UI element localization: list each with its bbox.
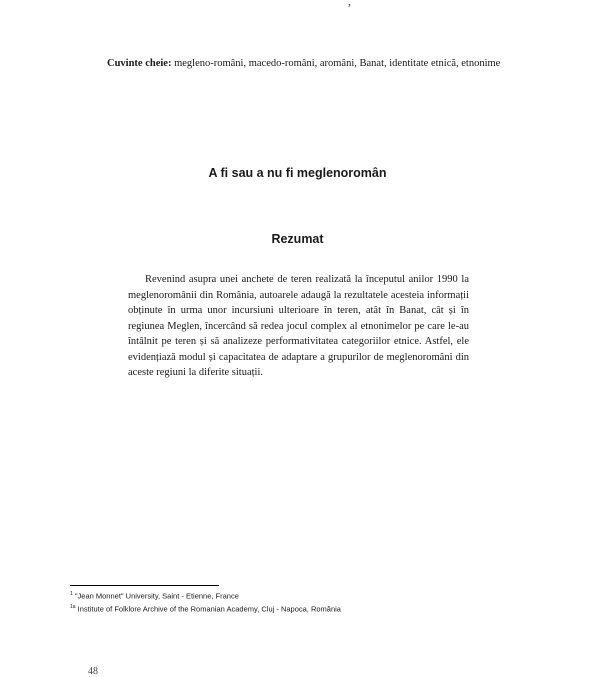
- footnote-divider: [70, 585, 219, 586]
- article-title: A fi sau a nu fi meglenoromân: [208, 166, 387, 180]
- keywords-label: Cuvinte cheie:: [107, 58, 172, 69]
- footnotes: [70, 589, 530, 614]
- footnote-text: Institute of Folklore Archive of the Romanian Academy, Cluj - Napoca, România: [77, 604, 341, 613]
- footnote-item: [70, 602, 530, 615]
- header-mark: ,: [348, 0, 351, 8]
- page-number: 48: [88, 666, 98, 677]
- footnote-mark: 1a: [70, 603, 76, 610]
- abstract-heading: Rezumat: [271, 232, 324, 246]
- footnote-mark: 1: [70, 591, 73, 597]
- footnote-text: "Jean Monnet" University, Saint - Etienne, France: [74, 591, 239, 601]
- footnote-item: [70, 589, 530, 602]
- abstract-text: Revenind asupra unei anchete de teren realizată la începutul anilor 1990 la meglenoromânii din România, autoarele adaugă la rezultatele acesteia informații obținute în urma unor incursiuni ulterioare în teren, atât în Banat, cât și în regiunea Meglen, încercând să redea jocul complex al etnonimelor pe care le-au întâlnit pe teren și să analizeze performativitatea categoriilor etnice. Astfel, ele evidențiază modul și capacitatea de adaptare a grupurilor de meglenoromâni din aceste regiuni la diferite situații.: [128, 274, 469, 378]
- keywords-text: megleno-români, macedo-români, aromâni, Banat, identitate etnică, etnonime: [174, 58, 501, 69]
- keywords-paragraph: [70, 57, 524, 71]
